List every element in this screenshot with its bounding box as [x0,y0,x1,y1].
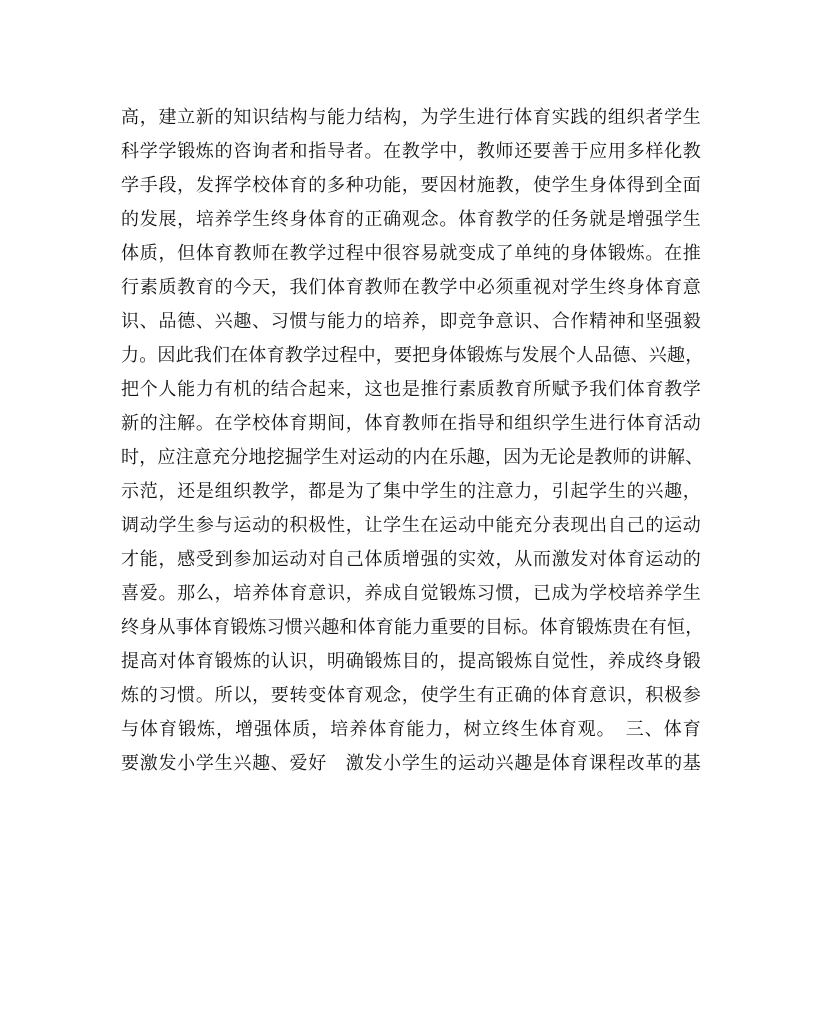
text-line: 科学学锻炼的咨询者和指导者。在教学中，教师还要善于应用多样化教 [121,141,701,162]
text-line: 与体育锻炼，增强体质，培养体育能力，树立终生体育观。 三、体育 [121,719,701,740]
text-line: 时，应注意充分地挖掘学生对运动的内在乐趣，因为无论是教师的讲解、 [121,447,704,468]
text-line: 高，建立新的知识结构与能力结构，为学生进行体育实践的组织者学生 [121,107,701,128]
text-line: 体质，但体育教师在教学过程中很容易就变成了单纯的身体锻炼。在推 [121,243,701,264]
text-line: 喜爱。那么，培养体育意识，养成自觉锻炼习惯，已成为学校培养学生 [121,583,701,604]
text-line: 力。因此我们在体育教学过程中，要把身体锻炼与发展个人品德、兴趣， [121,345,704,366]
text-line: 行素质教育的今天，我们体育教师在教学中必须重视对学生终身体育意 [121,277,701,298]
text-line: 炼的习惯。所以，要转变体育观念，使学生有正确的体育意识，积极参 [121,685,701,706]
text-line: 新的注解。在学校体育期间，体育教师在指导和组织学生进行体育活动 [121,413,701,434]
text-line: 要激发小学生兴趣、爱好 激发小学生的运动兴趣是体育课程改革的基 [121,753,701,774]
text-line: 调动学生参与运动的积极性，让学生在运动中能充分表现出自己的运动 [121,515,701,536]
text-line: 识、品德、兴趣、习惯与能力的培养，即竞争意识、合作精神和坚强毅 [121,311,701,332]
text-line: 学手段，发挥学校体育的多种功能，要因材施教，使学生身体得到全面 [121,175,701,196]
text-line: 把个人能力有机的结合起来，这也是推行素质教育所赋予我们体育教学 [121,379,701,400]
text-line: 才能，感受到参加运动对自己体质增强的实效，从而激发对体育运动的 [121,549,701,570]
text-line: 提高对体育锻炼的认识，明确锻炼目的，提高锻炼自觉性，养成终身锻 [121,651,701,672]
text-line: 终身从事体育锻炼习惯兴趣和体育能力重要的目标。体育锻炼贵在有恒， [121,617,704,638]
body-text [121,101,704,781]
text-line: 的发展，培养学生终身体育的正确观念。体育教学的任务就是增强学生 [121,209,701,230]
text-line: 示范，还是组织教学，都是为了集中学生的注意力，引起学生的兴趣， [121,481,701,502]
